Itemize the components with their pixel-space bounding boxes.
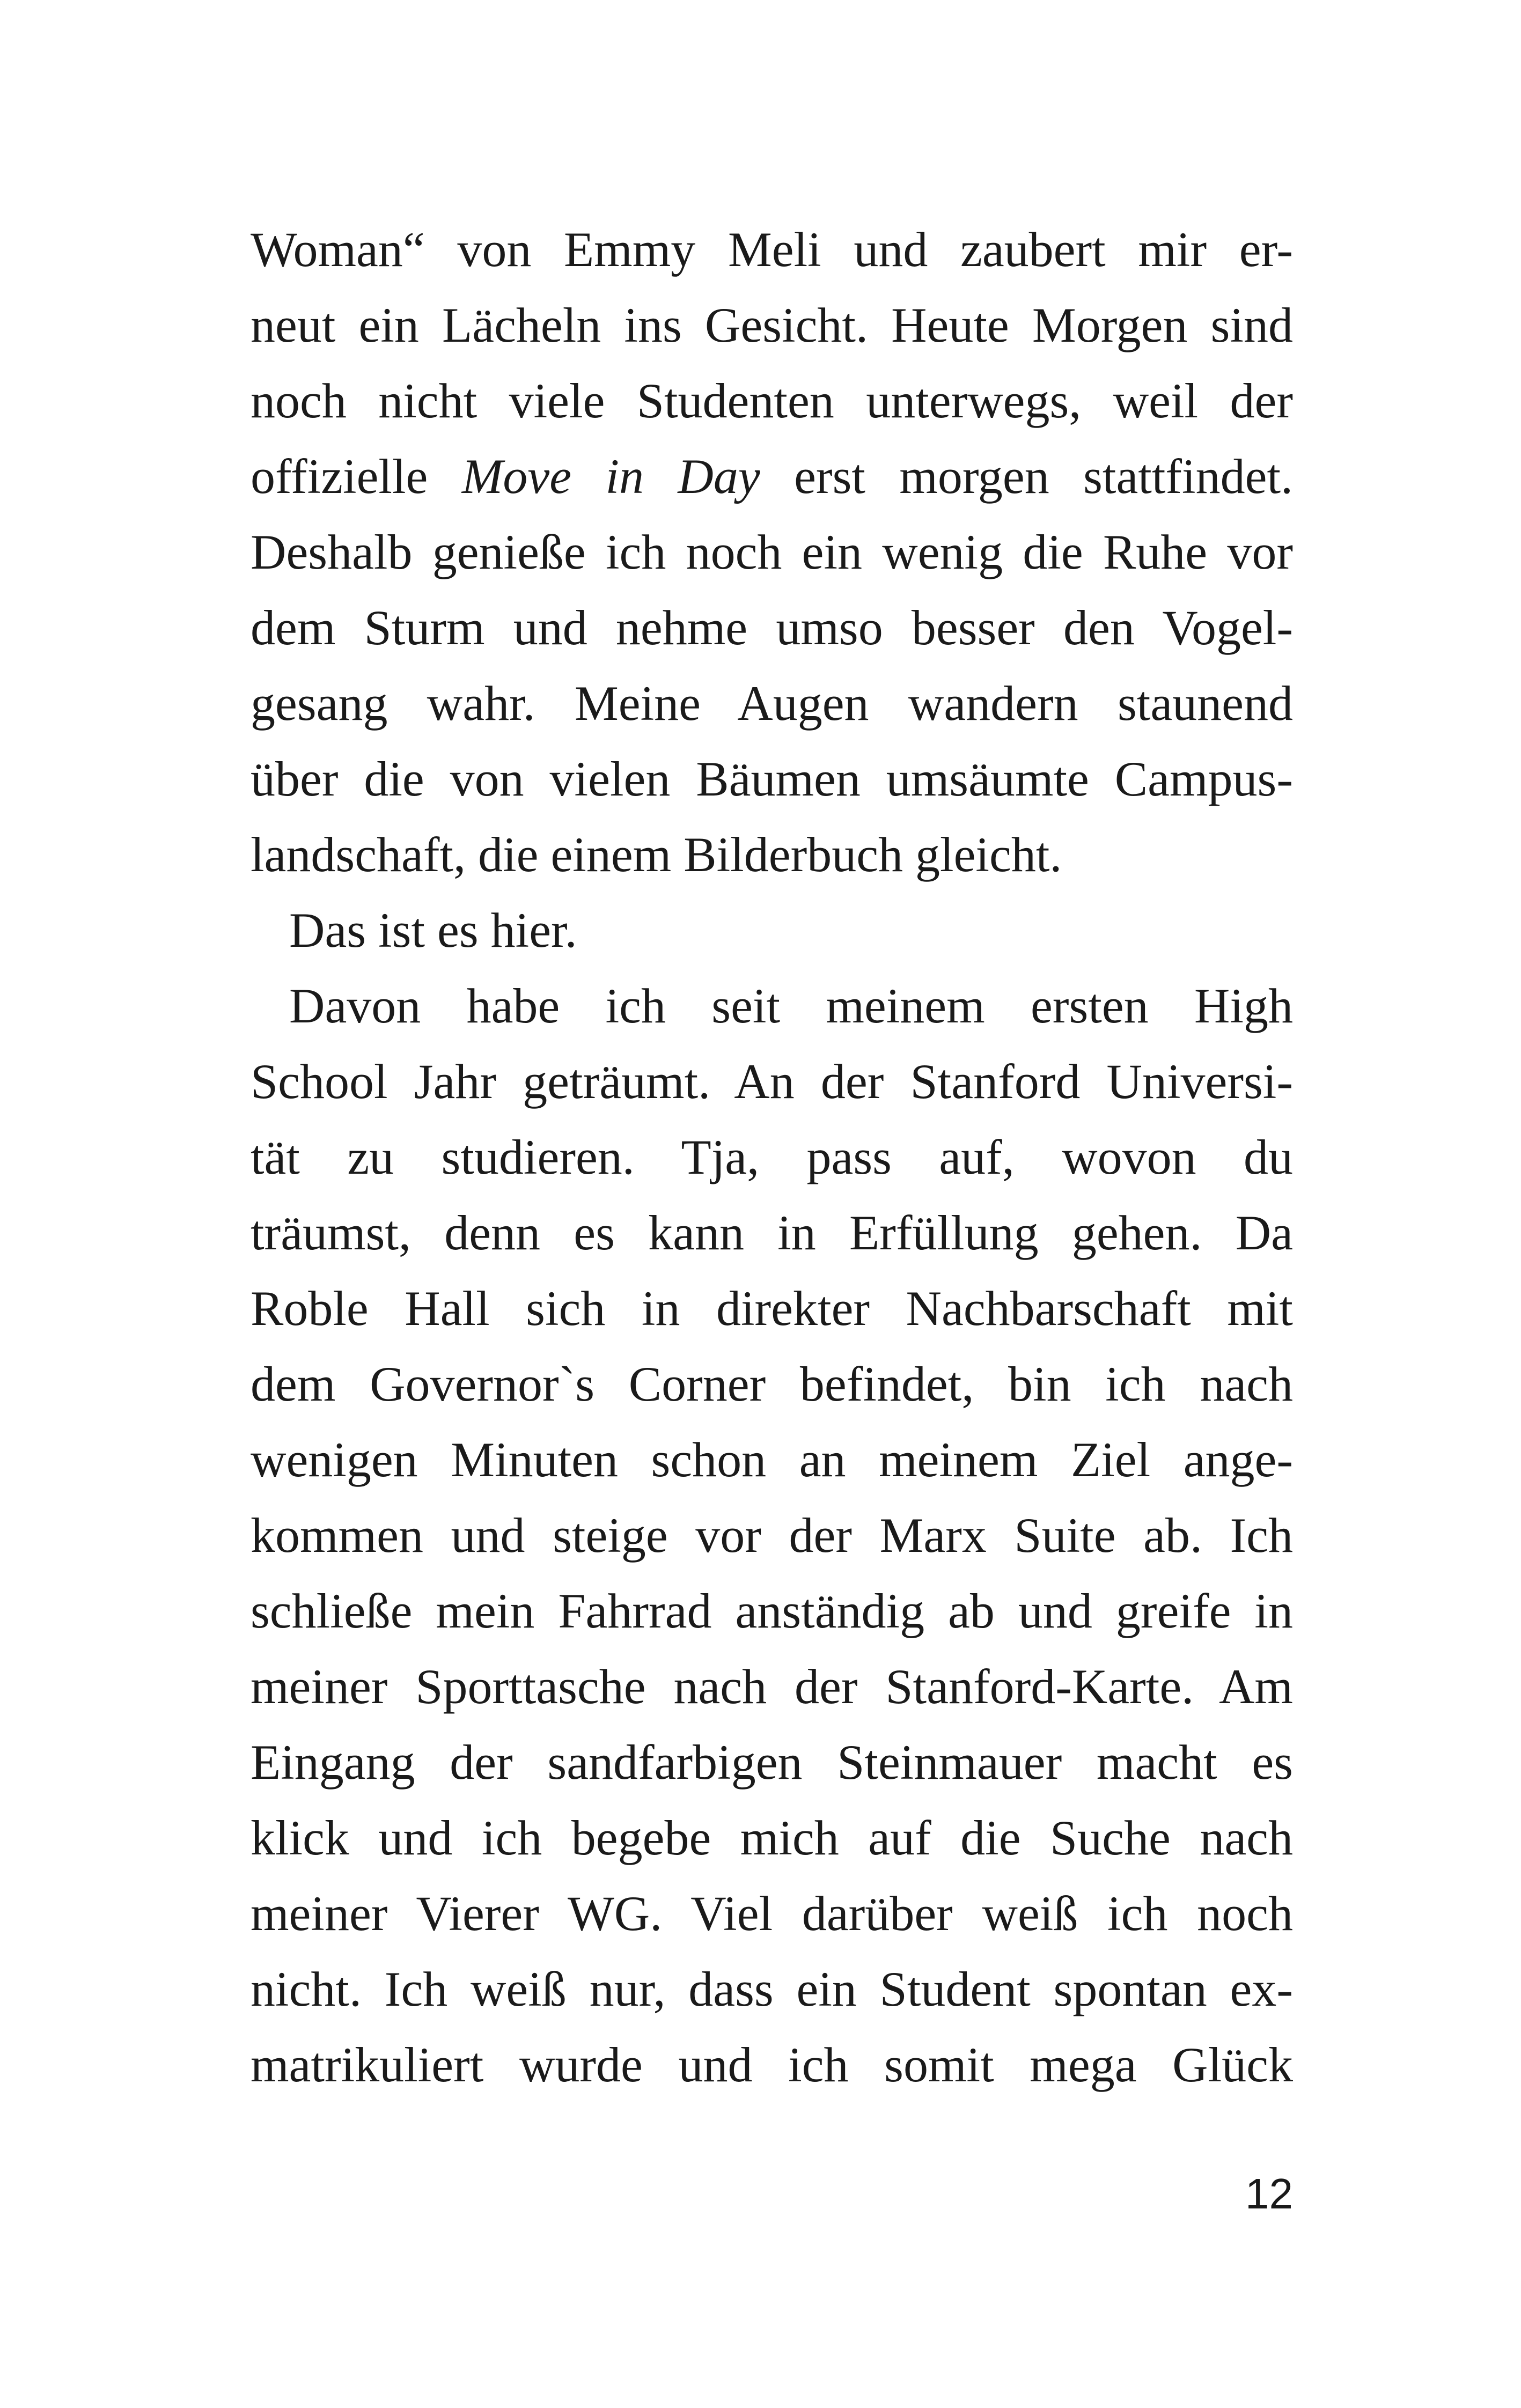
text-line: kommen und steige vor der Marx Suite ab. Ich — [251, 1508, 1293, 1563]
page-number: 12 — [1245, 2170, 1293, 2218]
text-line: Roble Hall sich in direkter Nachbarschaft mit — [251, 1281, 1293, 1336]
text-line: über die von vielen Bäumen umsäumte Campus- — [251, 752, 1293, 806]
text-line: meiner Sporttasche nach der Stanford-Karte. Am — [251, 1659, 1293, 1714]
text-line: schließe mein Fahrrad anständig ab und greife in — [251, 1584, 1293, 1638]
text-line: klick und ich begebe mich auf die Suche nach — [251, 1810, 1293, 1865]
text-line: School Jahr geträumt. An der Stanford Universi- — [251, 1054, 1293, 1109]
text-line: gesang wahr. Meine Augen wandern staunend — [251, 676, 1293, 731]
text-line: tät zu studieren. Tja, pass auf, wovon du — [251, 1130, 1293, 1184]
text-line: offizielle Move in Day erst morgen stattfindet. — [251, 449, 1294, 504]
text-line: dem Governor`s Corner befindet, bin ich nach — [251, 1357, 1293, 1411]
text-line: wenigen Minuten schon an meinem Ziel ange- — [251, 1432, 1293, 1487]
text-line: Eingang der sandfarbigen Steinmauer macht es — [251, 1735, 1293, 1790]
body-text — [251, 212, 1293, 2103]
text-line: noch nicht viele Studenten unterwegs, weil der — [251, 373, 1293, 428]
text-line: dem Sturm und nehme umso besser den Vogel- — [251, 600, 1293, 655]
text-line: nicht. Ich weiß nur, dass ein Student spontan ex- — [251, 1962, 1293, 2016]
text-line: träumst, denn es kann in Erfüllung gehen. Da — [251, 1205, 1293, 1260]
italic-phrase: Move in Day — [461, 449, 760, 504]
text-line: meiner Vierer WG. Viel darüber weiß ich noch — [251, 1886, 1293, 1941]
text-line: neut ein Lächeln ins Gesicht. Heute Morgen sind — [251, 298, 1293, 352]
text-line: Davon habe ich seit meinem ersten High — [289, 978, 1293, 1033]
text-line: landschaft, die einem Bilderbuch gleicht. — [251, 827, 1062, 882]
text-line: Das ist es hier. — [289, 903, 577, 958]
text-line: matrikuliert wurde und ich somit mega Glück — [251, 2037, 1293, 2092]
text-line: Deshalb genieße ich noch ein wenig die Ruhe vor — [251, 525, 1293, 579]
text-line: Woman“ von Emmy Meli und zaubert mir er- — [251, 222, 1293, 277]
